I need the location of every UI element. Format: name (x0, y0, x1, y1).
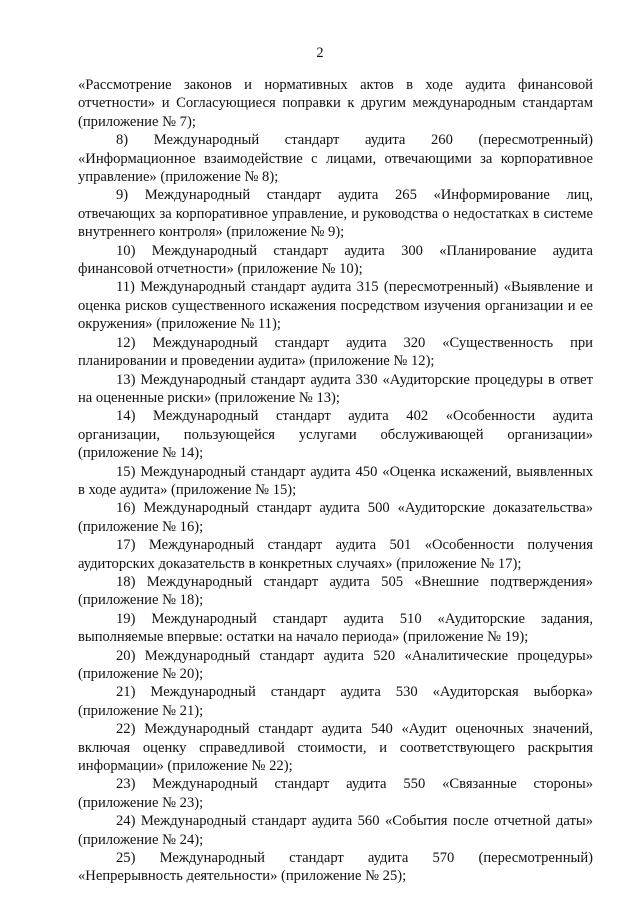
list-item-15: 15) Международный стандарт аудита 450 «Оценка искажений, выявленных в ходе аудита» (приложение № 15); (78, 463, 593, 498)
list-item-10: 10) Международный стандарт аудита 300 «Планирование аудита финансовой отчетности» (приложение № 10); (78, 242, 593, 278)
list-item-8: 8) Международный стандарт аудита 260 (пересмотренный) «Информационное взаимодействие с лицами, отвечающими за корпоративное управление» (приложение № 8); (78, 132, 593, 186)
list-item-16: 16) Международный стандарт аудита 500 «Аудиторские доказательства» (приложение № 16); (78, 500, 593, 535)
list-item-22: 22) Международный стандарт аудита 540 «Аудит оценочных значений, включая оценку справедливой стоимости, и соответствующего раскрытия информации» (приложение № 22); (78, 721, 593, 775)
list-item-14: 14) Международный стандарт аудита 402 «Особенности аудита организации, пользующейся услугами обслуживающей организации» (приложение № 14); (78, 408, 593, 462)
document-body (78, 76, 593, 886)
page-number: 2 (316, 45, 324, 61)
list-item-24: 24) Международный стандарт аудита 560 «События после отчетной даты» (приложение № 24); (78, 813, 593, 848)
list-item-9: 9) Международный стандарт аудита 265 «Информирование лиц, отвечающих за корпоративное управление, и руководства о недостатках в системе внутреннего контроля» (приложение № 9); (78, 187, 593, 241)
list-item-17: 17) Международный стандарт аудита 501 «Особенности получения аудиторских доказательств в конкретных случаях» (приложение № 17); (78, 537, 593, 572)
paragraph-continuation: «Рассмотрение законов и нормативных актов в ходе аудита финансовой отчетности» и Согласующиеся поправки к другим международным стандартам (приложение № 7); (78, 77, 593, 130)
list-item-20: 20) Международный стандарт аудита 520 «Аналитические процедуры» (приложение № 20); (78, 647, 593, 682)
list-item-25: 25) Международный стандарт аудита 570 (пересмотренный) «Непрерывность деятельности» (приложение № 25); (78, 850, 593, 885)
list-item-19: 19) Международный стандарт аудита 510 «Аудиторские задания, выполняемые впервые: остатки на начало периода» (приложение № 19); (78, 610, 593, 646)
list-item-12: 12) Международный стандарт аудита 320 «Существенность при планировании и проведении аудита» (приложение № 12); (78, 334, 593, 370)
list-item-23: 23) Международный стандарт аудита 550 «Связанные стороны» (приложение № 23); (78, 776, 593, 811)
list-item-11: 11) Международный стандарт аудита 315 (пересмотренный) «Выявление и оценка рисков существенного искажения посредством изучения организации и ее окружения» (приложение № 11); (78, 279, 593, 333)
list-item-18: 18) Международный стандарт аудита 505 «Внешние подтверждения» (приложение № 18); (78, 573, 593, 609)
list-item-13: 13) Международный стандарт аудита 330 «Аудиторские процедуры в ответ на оцененные риски» (приложение № 13); (78, 371, 593, 406)
list-item-21: 21) Международный стандарт аудита 530 «Аудиторская выборка» (приложение № 21); (78, 684, 593, 719)
